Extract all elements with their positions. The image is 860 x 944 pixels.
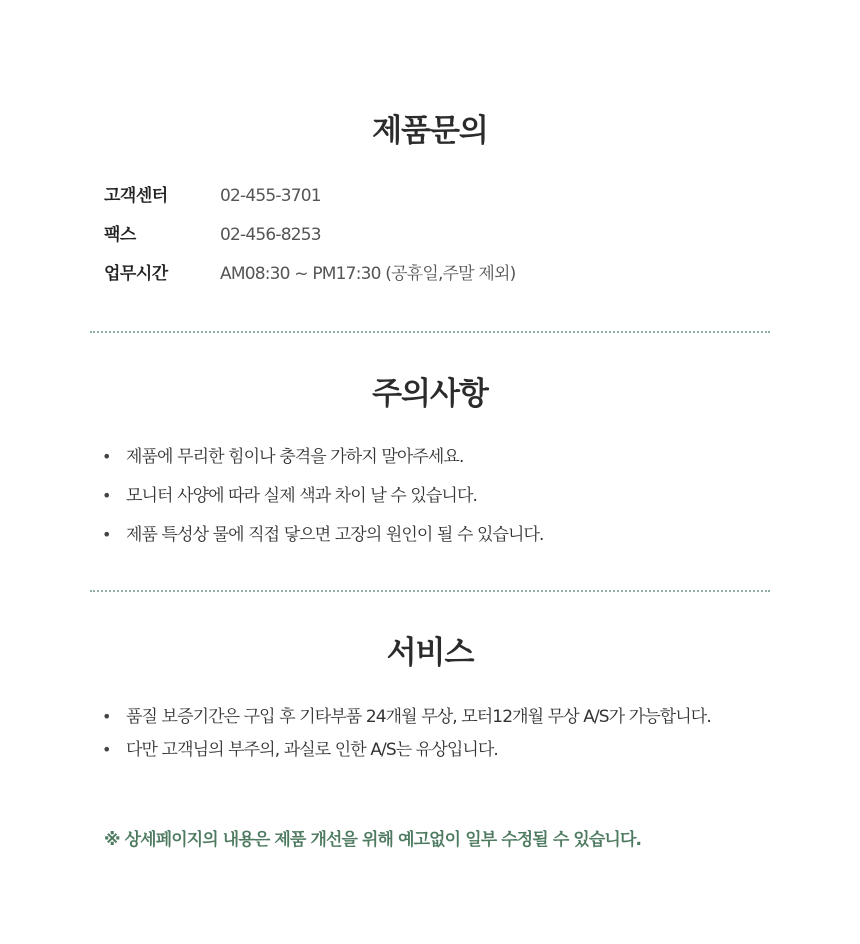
- bullet-icon: •: [102, 740, 112, 759]
- caution-text: 제품 특성상 물에 직접 닿으면 고장의 원인이 될 수 있습니다.: [126, 525, 544, 545]
- caution-text: 모니터 사양에 따라 실제 색과 차이 날 수 있습니다.: [126, 486, 477, 506]
- notice-text: ※ 상세페이지의 내용은 제품 개선을 위해 예고없이 일부 수정될 수 있습니다.: [104, 830, 642, 850]
- caution-text: 제품에 무리한 힘이나 충격을 가하지 말아주세요.: [126, 447, 464, 467]
- info-label: 업무시간: [104, 264, 168, 284]
- service-text: 품질 보증기간은 구입 후 기타부품 24개월 무상, 모터12개월 무상 A/S가 가능합니다.: [126, 707, 711, 727]
- info-label: 팩스: [104, 225, 136, 245]
- bullet-icon: •: [102, 707, 112, 726]
- service-title: 서비스: [386, 635, 474, 671]
- info-label: 고객센터: [104, 186, 168, 206]
- dotted-divider: [90, 590, 770, 592]
- bullet-icon: •: [102, 447, 112, 466]
- fax-number: 02-456-8253: [220, 225, 321, 245]
- inquiry-title: 제품문의: [372, 113, 488, 149]
- dotted-divider: [90, 331, 770, 333]
- service-text: 다만 고객님의 부주의, 과실로 인한 A/S는 유상입니다.: [126, 740, 498, 760]
- phone-number: 02-455-3701: [220, 186, 321, 206]
- cautions-title: 주의사항: [372, 376, 488, 412]
- bullet-icon: •: [102, 525, 112, 544]
- bullet-icon: •: [102, 486, 112, 505]
- business-hours: AM08:30 ~ PM17:30 (공휴일,주말 제외): [220, 264, 516, 284]
